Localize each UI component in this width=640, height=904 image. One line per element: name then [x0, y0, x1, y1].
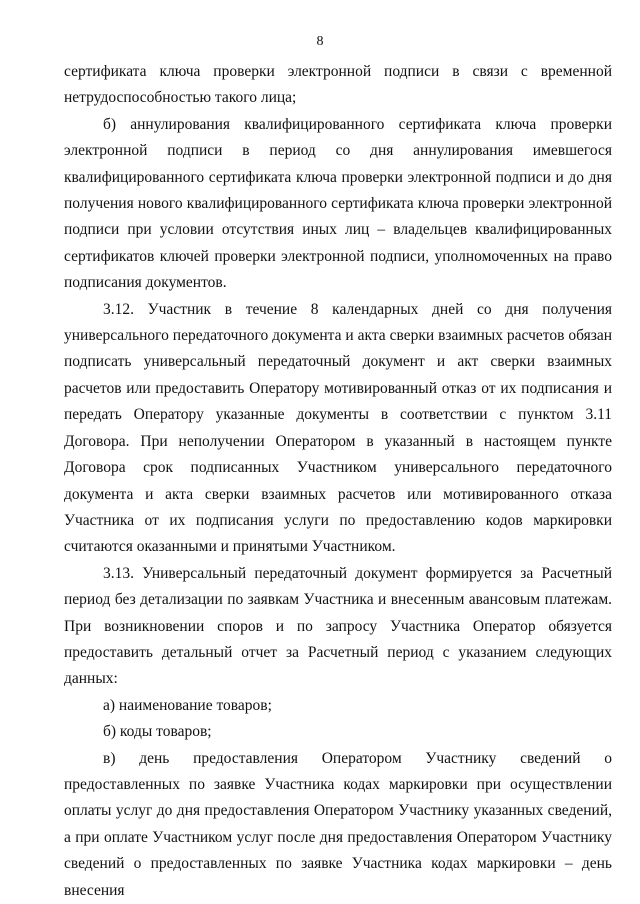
- paragraph-item-b-annulment: б) аннулирования квалифицированного сертификата ключа проверки электронной подписи в период со дня аннулирования имевшегося квалифицированного сертификата ключа проверки электронной подписи и до дня получения нового квалифицированного сертификата ключа проверки электронной подписи при условии отсутствия иных лиц – владельцев квалифицированных сертификатов ключей проверки электронной подписи, уполномоченных на право подписания документов.: [64, 115, 612, 292]
- page-number: 8: [316, 34, 324, 49]
- paragraph-continuation: сертификата ключа проверки электронной подписи в связи с временной нетрудоспособностью такого лица;: [64, 63, 612, 107]
- list-item-b: б) коды товаров;: [103, 723, 212, 741]
- list-item-a: а) наименование товаров;: [103, 696, 272, 714]
- paragraph-3-12: 3.12. Участник в течение 8 календарных дней со дня получения универсального передаточного документа и акта сверки взаимных расчетов обязан подписать универсальный передаточный документ и акт сверки взаимных расчетов или предоставить Оператору мотивированный отказ от их подписания и передать Оператору указанные документы в соответствии с пунктом 3.11 Договора. При неполучении Оператором в указанный в настоящем пункте Договора срок подписанных Участником универсального передаточного документа и акта сверки взаимных расчетов или мотивированного отказа Участника от их подписания услуги по предоставлению кодов маркировки считаются оказанными и принятыми Участником.: [64, 300, 612, 556]
- list-item-c: в) день предоставления Оператором Участнику сведений о предоставленных по заявке Участника кодах маркировки при осуществлении оплаты услуг до дня предоставления Оператором Участнику указанных сведений, а при оплате Участником услуг после дня предоставления Оператором Участнику сведений о предоставленных по заявке Участника кодах маркировки – день внесения: [64, 749, 612, 899]
- paragraph-3-13: 3.13. Универсальный передаточный документ формируется за Расчетный период без детализации по заявкам Участника и внесенным авансовым платежам. При возникновении споров и по запросу Участника Оператор обязуется предоставить детальный отчет за Расчетный период с указанием следующих данных:: [64, 564, 612, 688]
- document-body: [64, 59, 612, 904]
